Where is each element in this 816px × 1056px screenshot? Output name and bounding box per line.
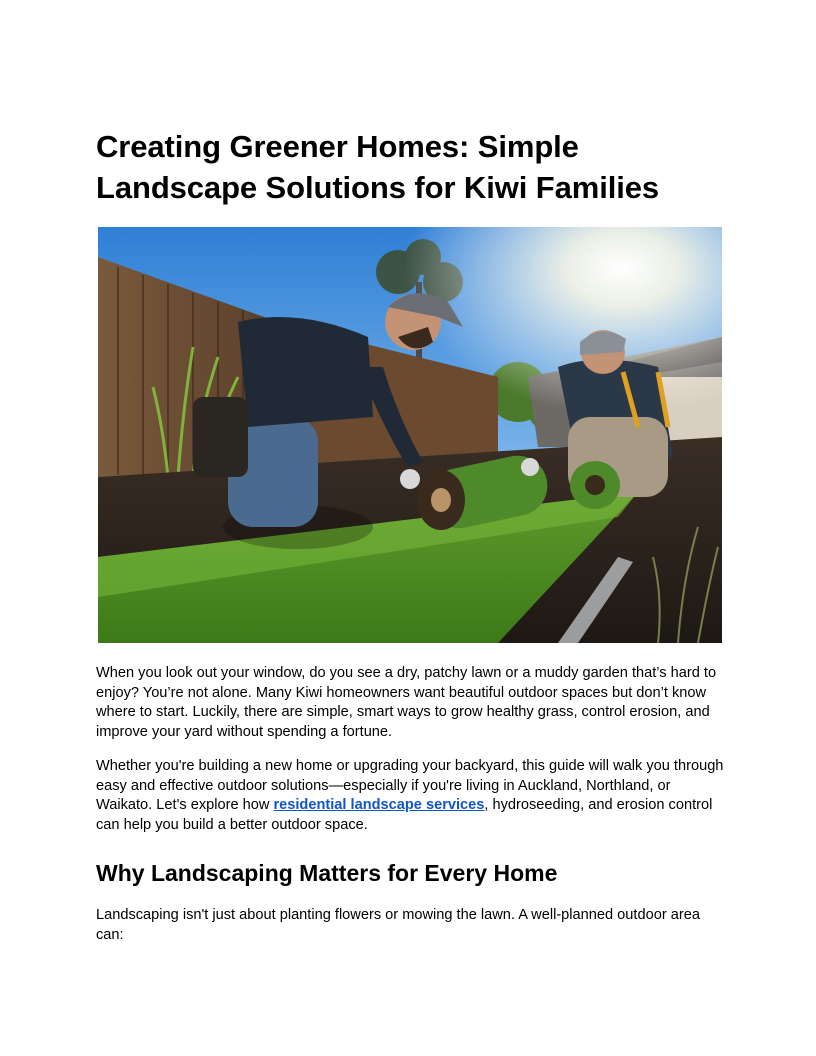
page-title [96, 126, 736, 208]
hero-image [98, 227, 722, 643]
title-line-2: Landscape Solutions for Kiwi Families [96, 170, 660, 205]
intro-paragraph: When you look out your window, do you see a dry, patchy lawn or a muddy garden that’s hard to enjoy? You’re not alone. Many Kiwi homeowners want beautiful outdoor spaces but don’t know where to start. Luckily, there are simple, smart ways to grow healthy grass, control erosion, and improve your yard without spending a fortune. [96, 665, 717, 740]
second-paragraph [96, 757, 726, 835]
residential-landscape-services-link[interactable]: residential landscape services [273, 797, 485, 814]
second-paragraph-text-after: , hydroseeding, and erosion control can help you build a better outdoor space. [96, 797, 713, 833]
section-heading: Why Landscaping Matters for Every Home [96, 860, 558, 886]
second-paragraph-text-before: Whether you're building a new home or upgrading your backyard, this guide will walk you through easy and effective outdoor solutions—especially if you're living in Auckland, Northland, or Waikato. Let's explore how [96, 758, 724, 814]
section-paragraph: Landscaping isn't just about planting flowers or mowing the lawn. A well-planned outdoor area can: [96, 907, 700, 943]
title-line-1: Creating Greener Homes: Simple [96, 129, 579, 164]
